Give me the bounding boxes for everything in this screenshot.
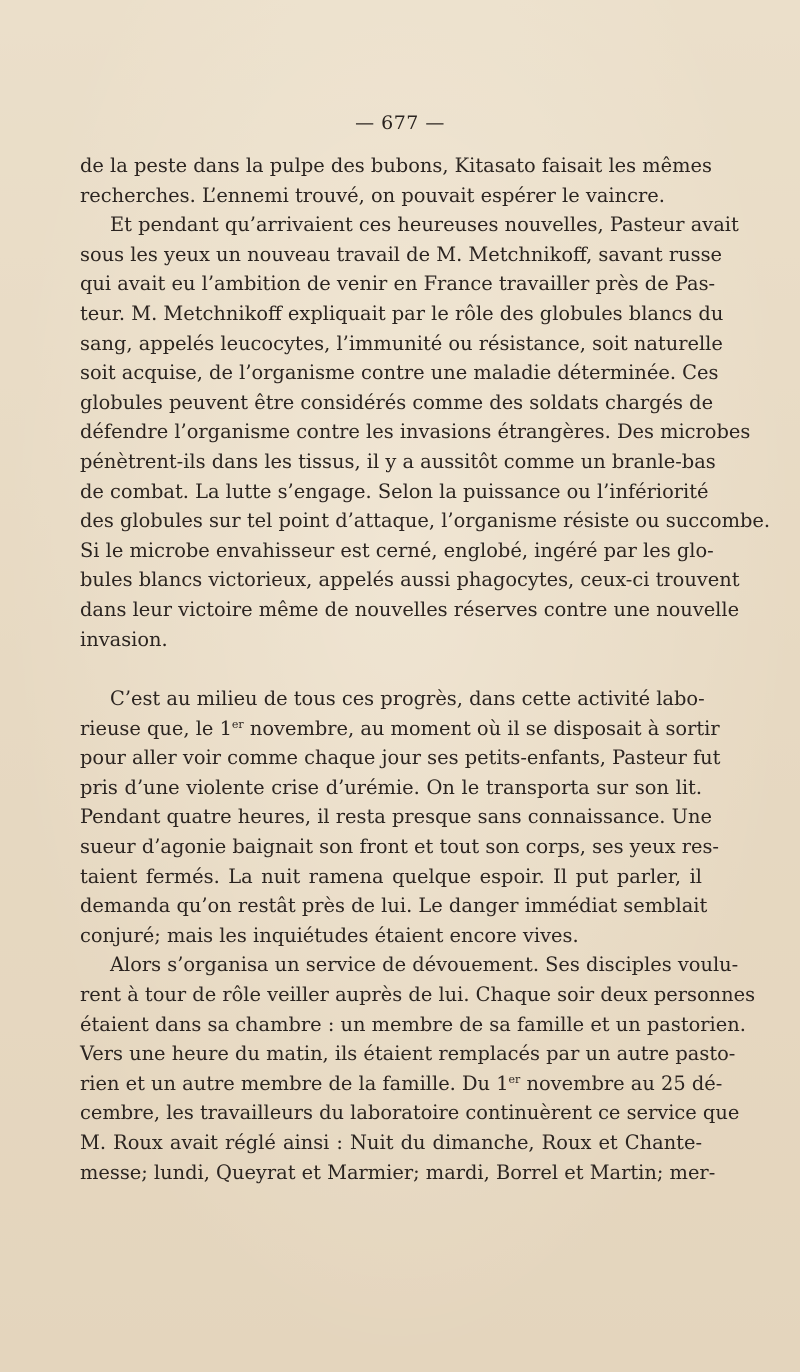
text-line: sang, appelés leucocytes, l’immunité ou résistance, soit naturelle (80, 331, 723, 355)
text-line: pris d’une violente crise d’urémie. On le transporta sur son lit. (80, 775, 702, 799)
text-line: sueur d’agonie baignait son front et tout son corps, ses yeux res- (80, 835, 719, 859)
text-line: qui avait eu l’ambition de venir en France travailler près de Pas- (80, 272, 716, 296)
text-line: messe; lundi, Queyrat et Marmier; mardi, Borrel et Martin; mer- (80, 1160, 716, 1184)
paragraph-3 (80, 684, 721, 950)
text-line: invasion. (80, 627, 168, 651)
text-line: recherches. L’ennemi trouvé, on pouvait espérer le vaincre. (80, 183, 665, 207)
text-line: taient fermés. La nuit ramena quelque espoir. Il put parler, il (80, 864, 702, 888)
text-line: Et pendant qu’arrivaient ces heureuses nouvelles, Pasteur avait (110, 213, 739, 237)
text-line: rien et un autre membre de la famille. Du 1er novembre au 25 dé- (80, 1071, 723, 1095)
text-line: pour aller voir comme chaque jour ses petits-enfants, Pasteur fut (80, 746, 721, 770)
text-line: sous les yeux un nouveau travail de M. Metchnikoff, savant russe (80, 242, 723, 266)
text-line: Pendant quatre heures, il resta presque sans connaissance. Une (80, 805, 712, 829)
text-line: C’est au milieu de tous ces progrès, dans cette activité labo- (110, 687, 705, 711)
text-line: Alors s’organisa un service de dévouement. Ses disciples voulu- (110, 953, 739, 977)
text-line: Si le microbe envahisseur est cerné, englobé, ingéré par les glo- (80, 538, 714, 562)
text-line: rent à tour de rôle veiller auprès de lui. Chaque soir deux personnes (80, 983, 756, 1007)
paragraph-2 (80, 210, 771, 654)
paragraph-4 (80, 950, 756, 1187)
text-line: pénètrent-ils dans les tissus, il y a aussitôt comme un branle-bas (80, 449, 716, 473)
text-line: globules peuvent être considérés comme des soldats chargés de (80, 390, 714, 414)
body-text (80, 151, 771, 1187)
text-line: demanda qu’on restât près de lui. Le danger immédiat semblait (80, 894, 708, 918)
paragraph-spacer (80, 654, 702, 684)
text-line: dans leur victoire même de nouvelles réserves contre une nouvelle (80, 597, 740, 621)
paragraph-1 (80, 151, 712, 210)
text-line: conjuré; mais les inquiétudes étaient encore vives. (80, 923, 579, 947)
text-line: cembre, les travailleurs du laboratoire continuèrent ce service que (80, 1101, 740, 1125)
text-line: rieuse que, le 1er novembre, au moment où il se disposait à sortir (80, 716, 720, 740)
page-number: — 677 — (355, 112, 445, 134)
text-line: étaient dans sa chambre : un membre de sa famille et un pastorien. (80, 1012, 746, 1036)
text-line: soit acquise, de l’organisme contre une maladie déterminée. Ces (80, 361, 719, 385)
text-line: des globules sur tel point d’attaque, l’organisme résiste ou succombe. (80, 509, 771, 533)
text-line: Vers une heure du matin, ils étaient remplacés par un autre pasto- (80, 1042, 736, 1066)
text-line: teur. M. Metchnikoff expliquait par le rôle des globules blancs du (80, 301, 724, 325)
text-line: de combat. La lutte s’engage. Selon la puissance ou l’infériorité (80, 479, 709, 503)
text-line: bules blancs victorieux, appelés aussi phagocytes, ceux-ci trouvent (80, 568, 740, 592)
text-line: M. Roux avait réglé ainsi : Nuit du dimanche, Roux et Chante- (80, 1131, 702, 1154)
text-line: défendre l’organisme contre les invasions étrangères. Des microbes (80, 420, 751, 444)
text-line: de la peste dans la pulpe des bubons, Kitasato faisait les mêmes (80, 154, 712, 177)
